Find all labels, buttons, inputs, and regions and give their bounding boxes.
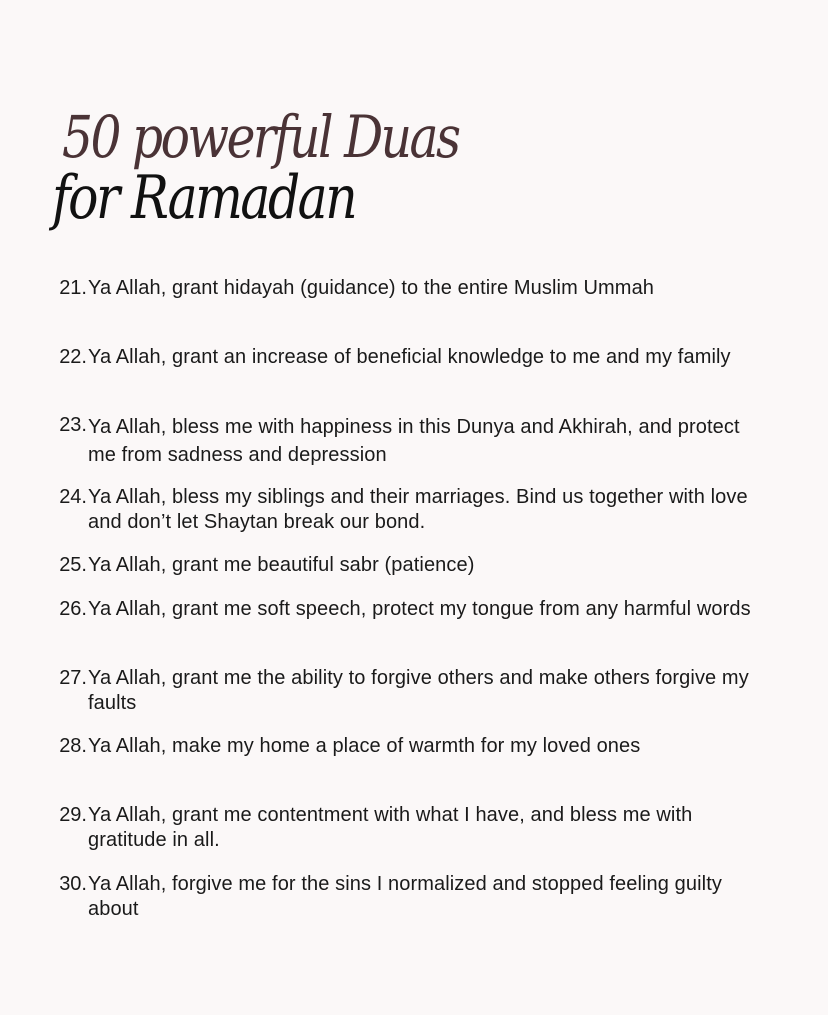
dua-text: Ya Allah, grant hidayah (guidance) to the entire Muslim Ummah <box>88 277 655 299</box>
dua-text: Ya Allah, forgive me for the sins I normalized and stopped feeling guilty about <box>88 873 722 920</box>
dua-text: Ya Allah, grant me soft speech, protect my tongue from any harmful words <box>88 598 751 620</box>
dua-text: Ya Allah, grant me the ability to forgive others and make others forgive my faults <box>88 667 749 714</box>
dua-number: 29. <box>59 804 87 826</box>
dua-number: 22. <box>59 346 87 368</box>
dua-number: 25. <box>59 554 87 576</box>
dua-number: 30. <box>59 873 87 895</box>
dua-number: 28. <box>59 735 87 757</box>
title-line-2: for Ramadan <box>52 163 356 233</box>
dua-text: Ya Allah, grant an increase of beneficial knowledge to me and my family <box>88 346 731 368</box>
dua-number: 27. <box>59 667 87 689</box>
dua-number: 23. <box>59 414 87 436</box>
dua-text: Ya Allah, bless my siblings and their marriages. Bind us together with love and don’t let Shaytan break our bond. <box>88 486 748 533</box>
dua-number: 21. <box>59 277 87 299</box>
title-line-1: 50 powerful Duas <box>62 103 459 171</box>
dua-number: 24. <box>59 486 87 508</box>
dua-text: Ya Allah, make my home a place of warmth for my loved ones <box>88 735 641 757</box>
dua-text: Ya Allah, bless me with happiness in this Dunya and Akhirah, and protect me from sadness and depression <box>88 416 740 466</box>
dua-text: Ya Allah, grant me beautiful sabr (patience) <box>88 554 475 576</box>
dua-number: 26. <box>59 598 87 620</box>
dua-text: Ya Allah, grant me contentment with what I have, and bless me with gratitude in all. <box>88 804 693 851</box>
